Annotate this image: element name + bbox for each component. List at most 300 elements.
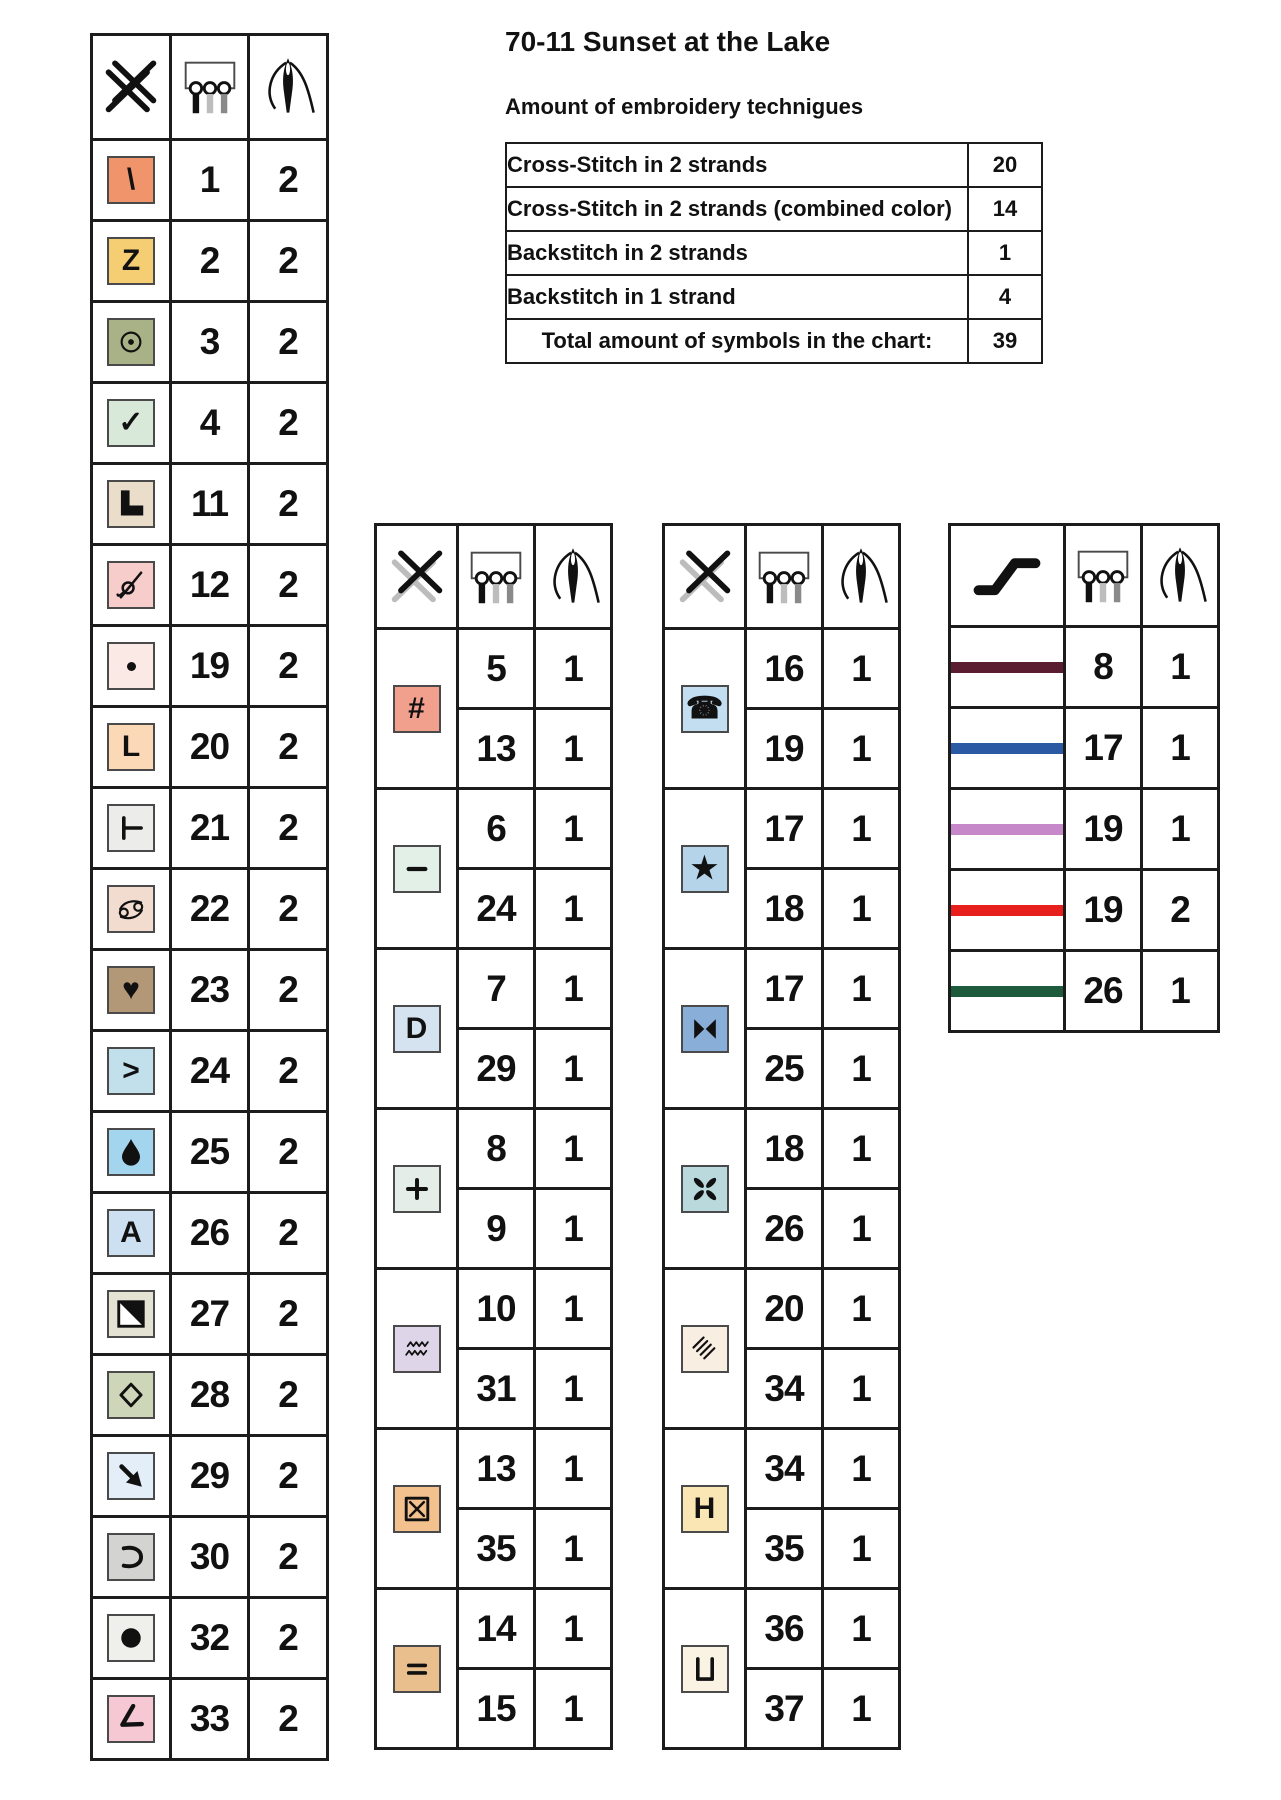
hash-symbol bbox=[393, 685, 441, 733]
symbol-cell bbox=[664, 1109, 746, 1269]
symbol-cell bbox=[92, 869, 171, 950]
thread-number-cell: 8 bbox=[458, 1109, 535, 1189]
table-row bbox=[92, 950, 328, 1031]
equals-glyph bbox=[399, 1651, 435, 1687]
plus-symbol bbox=[393, 1165, 441, 1213]
thread-number-cell: 25 bbox=[171, 1112, 249, 1193]
strands-cell: 2 bbox=[249, 950, 328, 1031]
thread-number-cell: 30 bbox=[171, 1517, 249, 1598]
strands-cell: 2 bbox=[249, 1112, 328, 1193]
strands-cell: 2 bbox=[249, 302, 328, 383]
strands-cell: 1 bbox=[535, 1109, 612, 1189]
heart-symbol bbox=[107, 966, 155, 1014]
strands-cell: 1 bbox=[535, 1669, 612, 1749]
thread-number-cell: 17 bbox=[746, 789, 823, 869]
strands-cell: 1 bbox=[823, 949, 900, 1029]
strands-cell: 1 bbox=[535, 869, 612, 949]
header-row bbox=[950, 525, 1219, 627]
table-row bbox=[92, 1193, 328, 1274]
thread-number-cell: 21 bbox=[171, 788, 249, 869]
summary-value: 14 bbox=[968, 187, 1042, 231]
half-square-symbol bbox=[107, 1290, 155, 1338]
strands-cell: 1 bbox=[823, 1029, 900, 1109]
symbol-cell bbox=[92, 1112, 171, 1193]
combined-color-table-2 bbox=[662, 523, 901, 1750]
strands-cell: 1 bbox=[1142, 708, 1219, 789]
strands-cell: 2 bbox=[249, 1679, 328, 1760]
thread-number-cell: 12 bbox=[171, 545, 249, 626]
symbol-cell bbox=[950, 870, 1065, 951]
backstitch-line-green bbox=[951, 986, 1063, 997]
strands-cell: 1 bbox=[535, 1269, 612, 1349]
table-row bbox=[664, 789, 900, 869]
symbol-cell bbox=[92, 788, 171, 869]
symbol-cell bbox=[664, 789, 746, 949]
strands-cell: 2 bbox=[249, 869, 328, 950]
star-symbol bbox=[681, 845, 729, 893]
table-row bbox=[664, 1269, 900, 1349]
thread-number-cell: 35 bbox=[746, 1509, 823, 1589]
symbol-cell bbox=[950, 789, 1065, 870]
tack-right-glyph bbox=[113, 810, 149, 846]
cancer-sign-symbol bbox=[107, 885, 155, 933]
symbol-cell bbox=[376, 789, 458, 949]
strands-cell: 1 bbox=[823, 1669, 900, 1749]
circled-dot-symbol bbox=[107, 318, 155, 366]
thread-number-cell: 22 bbox=[171, 869, 249, 950]
thread-number-cell: 9 bbox=[458, 1189, 535, 1269]
greater-than-symbol bbox=[107, 1047, 155, 1095]
table-row bbox=[950, 870, 1219, 951]
table-row bbox=[92, 302, 328, 383]
strands-cell: 2 bbox=[249, 464, 328, 545]
thread-number-cell: 10 bbox=[458, 1269, 535, 1349]
strands-cell: 1 bbox=[535, 1189, 612, 1269]
symbol-cell bbox=[664, 1589, 746, 1749]
header-cell bbox=[458, 525, 535, 629]
summary-label: Cross-Stitch in 2 strands bbox=[506, 143, 968, 187]
strands-cell: 2 bbox=[249, 383, 328, 464]
summary-row bbox=[506, 275, 1042, 319]
table-row bbox=[92, 1436, 328, 1517]
thread-number-cell: 3 bbox=[171, 302, 249, 383]
pinwheel-symbol bbox=[681, 1165, 729, 1213]
header-cell bbox=[746, 525, 823, 629]
double-zigzag-symbol bbox=[393, 1325, 441, 1373]
symbol-cell bbox=[92, 1193, 171, 1274]
header-row bbox=[92, 35, 328, 140]
thread-number-cell: 29 bbox=[171, 1436, 249, 1517]
header-cell bbox=[249, 35, 328, 140]
table-row bbox=[664, 949, 900, 1029]
thread-number-cell: 11 bbox=[171, 464, 249, 545]
table-row bbox=[376, 1109, 612, 1189]
strands-cell: 2 bbox=[249, 545, 328, 626]
symbol-cell bbox=[92, 707, 171, 788]
needle-icon bbox=[1148, 544, 1212, 608]
symbol-glyph: \ bbox=[126, 163, 136, 196]
thread-number-cell: 16 bbox=[746, 629, 823, 709]
strands-cell: 1 bbox=[1142, 627, 1219, 708]
symbol-cell bbox=[376, 1589, 458, 1749]
thread-number-cell: 17 bbox=[1065, 708, 1142, 789]
table-row bbox=[950, 789, 1219, 870]
table-row bbox=[92, 1274, 328, 1355]
half-square-glyph bbox=[113, 1296, 149, 1332]
table-row bbox=[92, 626, 328, 707]
thread-number-cell: 36 bbox=[746, 1589, 823, 1669]
superset-glyph bbox=[113, 1539, 149, 1575]
thread-number-cell: 31 bbox=[458, 1349, 535, 1429]
thread-number-cell: 24 bbox=[458, 869, 535, 949]
waves-glyph bbox=[399, 1331, 435, 1367]
page-title: 70-11 Sunset at the Lake bbox=[505, 26, 831, 57]
table-row bbox=[92, 788, 328, 869]
table-row bbox=[92, 707, 328, 788]
strands-cell: 2 bbox=[249, 1517, 328, 1598]
equals-symbol bbox=[393, 1645, 441, 1693]
header-cell bbox=[376, 525, 458, 629]
droplet-glyph bbox=[113, 1134, 149, 1170]
summary-label: Cross-Stitch in 2 strands (combined color) bbox=[506, 187, 968, 231]
letter-d-symbol bbox=[393, 1005, 441, 1053]
header-cell bbox=[535, 525, 612, 629]
strands-cell: 1 bbox=[535, 1589, 612, 1669]
right-tack-symbol bbox=[107, 804, 155, 852]
strands-cell: 2 bbox=[1142, 870, 1219, 951]
strands-cell: 1 bbox=[823, 1429, 900, 1509]
strands-cell: 1 bbox=[823, 709, 900, 789]
dot-glyph bbox=[127, 662, 136, 671]
bowtie-glyph bbox=[687, 1011, 723, 1047]
letter-a-symbol bbox=[107, 1209, 155, 1257]
strands-cell: 2 bbox=[249, 626, 328, 707]
loop-slash-glyph bbox=[113, 567, 149, 603]
full-cross-stitch-table bbox=[90, 33, 329, 1761]
header-cell bbox=[664, 525, 746, 629]
symbol-cell bbox=[92, 1598, 171, 1679]
thread-number-cell: 19 bbox=[746, 709, 823, 789]
filled-circle-glyph bbox=[113, 1620, 149, 1656]
strands-cell: 2 bbox=[249, 1598, 328, 1679]
strands-cell: 2 bbox=[249, 707, 328, 788]
symbol-glyph: ✓ bbox=[118, 406, 144, 439]
symbol-cell bbox=[664, 629, 746, 789]
table-row bbox=[92, 1517, 328, 1598]
thread-number-cell: 17 bbox=[746, 949, 823, 1029]
symbol-glyph: D bbox=[405, 1011, 428, 1045]
table-row bbox=[92, 221, 328, 302]
strands-cell: 1 bbox=[535, 629, 612, 709]
table-row bbox=[376, 949, 612, 1029]
thread-number-cell: 33 bbox=[171, 1679, 249, 1760]
symbol-cell bbox=[92, 1679, 171, 1760]
table-row bbox=[376, 1429, 612, 1509]
strands-cell: 1 bbox=[823, 1189, 900, 1269]
symbol-cell bbox=[92, 1355, 171, 1436]
thread-number-cell: 14 bbox=[458, 1589, 535, 1669]
strands-cell: 1 bbox=[823, 1109, 900, 1189]
strands-cell: 1 bbox=[823, 1349, 900, 1429]
cancer-glyph bbox=[113, 891, 149, 927]
bowtie-symbol bbox=[681, 1005, 729, 1053]
thread-number-cell: 35 bbox=[458, 1509, 535, 1589]
header-cell bbox=[823, 525, 900, 629]
symbol-cell bbox=[376, 629, 458, 789]
summary-value: 20 bbox=[968, 143, 1042, 187]
strands-cell: 1 bbox=[823, 629, 900, 709]
thread-color-icon bbox=[464, 545, 528, 609]
strands-cell: 1 bbox=[535, 1349, 612, 1429]
summary-label: Backstitch in 1 strand bbox=[506, 275, 968, 319]
thread-color-icon bbox=[178, 55, 242, 119]
table-row bbox=[92, 1679, 328, 1760]
strands-cell: 1 bbox=[823, 1509, 900, 1589]
summary-row bbox=[506, 231, 1042, 275]
plus-glyph bbox=[399, 1171, 435, 1207]
table-row bbox=[92, 545, 328, 626]
chevron-down-left-symbol bbox=[107, 1695, 155, 1743]
symbol-cell bbox=[376, 949, 458, 1109]
symbol-glyph: Z bbox=[121, 244, 141, 277]
symbol-glyph: # bbox=[408, 691, 425, 725]
thread-number-cell: 13 bbox=[458, 1429, 535, 1509]
symbol-cell bbox=[950, 627, 1065, 708]
backstitch-table bbox=[948, 523, 1220, 1033]
thread-number-cell: 34 bbox=[746, 1429, 823, 1509]
backstitch-icon bbox=[971, 549, 1043, 603]
symbol-glyph: ♥ bbox=[122, 973, 140, 1006]
table-row bbox=[950, 951, 1219, 1032]
symbol-cell bbox=[92, 545, 171, 626]
symbol-glyph: L bbox=[121, 730, 141, 763]
needle-icon bbox=[829, 545, 893, 609]
summary-row bbox=[506, 187, 1042, 231]
strands-cell: 1 bbox=[535, 1509, 612, 1589]
backstitch-table-grid bbox=[948, 523, 1220, 1033]
symbol-cell bbox=[92, 1274, 171, 1355]
summary-title: Amount of embroidery technigues bbox=[505, 94, 864, 119]
summary-label: Total amount of symbols in the chart: bbox=[506, 319, 968, 363]
table-row bbox=[92, 140, 328, 221]
strands-cell: 2 bbox=[249, 1031, 328, 1112]
thread-number-cell: 23 bbox=[171, 950, 249, 1031]
thread-number-cell: 29 bbox=[458, 1029, 535, 1109]
corner-block-glyph bbox=[113, 486, 149, 522]
strands-cell: 1 bbox=[823, 1269, 900, 1349]
strands-cell: 2 bbox=[249, 221, 328, 302]
filled-circle-symbol bbox=[107, 1614, 155, 1662]
thread-number-cell: 28 bbox=[171, 1355, 249, 1436]
cross-stitch-combined-icon bbox=[385, 545, 449, 609]
summary-label: Backstitch in 2 strands bbox=[506, 231, 968, 275]
header-cell bbox=[92, 35, 171, 140]
arrow-south-east-symbol bbox=[107, 1452, 155, 1500]
symbol-cell bbox=[664, 1429, 746, 1589]
symbol-glyph: A bbox=[120, 1216, 142, 1249]
table-row bbox=[664, 629, 900, 709]
needle-icon bbox=[256, 55, 320, 119]
thread-number-cell: 2 bbox=[171, 221, 249, 302]
boxed-x-symbol bbox=[393, 1485, 441, 1533]
summary-value: 1 bbox=[968, 231, 1042, 275]
superset-symbol bbox=[107, 1533, 155, 1581]
thread-number-cell: 19 bbox=[171, 626, 249, 707]
table-row bbox=[950, 708, 1219, 789]
thread-number-cell: 27 bbox=[171, 1274, 249, 1355]
symbol-cell bbox=[92, 1517, 171, 1598]
cross-stitch-combined-icon bbox=[673, 545, 737, 609]
symbol-cell bbox=[950, 951, 1065, 1032]
symbol-cell bbox=[92, 302, 171, 383]
strands-cell: 2 bbox=[249, 140, 328, 221]
symbol-cell bbox=[92, 1436, 171, 1517]
header-row bbox=[664, 525, 900, 629]
square-cup-symbol bbox=[681, 1645, 729, 1693]
full-table-grid bbox=[90, 33, 329, 1761]
symbol-cell bbox=[92, 950, 171, 1031]
thread-color-icon bbox=[1071, 544, 1135, 608]
symbol-glyph: ☎ bbox=[685, 691, 724, 725]
backslash-symbol bbox=[107, 156, 155, 204]
hbar-glyph bbox=[399, 851, 435, 887]
loop-slash-symbol bbox=[107, 561, 155, 609]
droplet-symbol bbox=[107, 1128, 155, 1176]
header-cell bbox=[950, 525, 1065, 627]
strands-cell: 1 bbox=[535, 1029, 612, 1109]
strands-cell: 2 bbox=[249, 1436, 328, 1517]
combined-table-grid bbox=[662, 523, 901, 1750]
table-row bbox=[664, 1109, 900, 1189]
strands-cell: 1 bbox=[535, 1429, 612, 1509]
header-cell bbox=[1142, 525, 1219, 627]
thread-number-cell: 13 bbox=[458, 709, 535, 789]
header-cell bbox=[171, 35, 249, 140]
summary-table-grid bbox=[505, 142, 1043, 364]
thread-number-cell: 20 bbox=[746, 1269, 823, 1349]
symbol-cell bbox=[664, 1269, 746, 1429]
thread-number-cell: 5 bbox=[458, 629, 535, 709]
table-row bbox=[376, 1589, 612, 1669]
cross-stitch-icon bbox=[99, 55, 163, 119]
thread-number-cell: 19 bbox=[1065, 789, 1142, 870]
symbol-cell bbox=[664, 949, 746, 1109]
combined-color-table-1 bbox=[374, 523, 613, 1750]
summary-row bbox=[506, 319, 1042, 363]
diagonal-hatch-symbol bbox=[681, 1325, 729, 1373]
chevron-dl-glyph bbox=[113, 1701, 149, 1737]
telephone-symbol bbox=[681, 685, 729, 733]
strands-cell: 1 bbox=[535, 949, 612, 1029]
strands-cell: 2 bbox=[249, 1355, 328, 1436]
backstitch-line-blue bbox=[951, 743, 1063, 754]
symbol-cell bbox=[92, 140, 171, 221]
table-row bbox=[376, 789, 612, 869]
symbol-cell bbox=[92, 1031, 171, 1112]
summary-table bbox=[505, 142, 1043, 364]
table-row bbox=[92, 869, 328, 950]
table-row bbox=[92, 1355, 328, 1436]
thread-color-icon bbox=[752, 545, 816, 609]
backstitch-line-red bbox=[951, 905, 1063, 916]
summary-value: 39 bbox=[968, 319, 1042, 363]
strands-cell: 1 bbox=[1142, 951, 1219, 1032]
backstitch-line-dark-maroon bbox=[951, 662, 1063, 673]
corner-block-symbol bbox=[107, 480, 155, 528]
thread-number-cell: 26 bbox=[171, 1193, 249, 1274]
header-row bbox=[376, 525, 612, 629]
thread-number-cell: 26 bbox=[746, 1189, 823, 1269]
symbol-cell bbox=[376, 1269, 458, 1429]
thread-number-cell: 37 bbox=[746, 1669, 823, 1749]
symbol-cell bbox=[92, 626, 171, 707]
symbol-cell bbox=[92, 383, 171, 464]
thread-number-cell: 1 bbox=[171, 140, 249, 221]
table-row bbox=[664, 1429, 900, 1509]
symbol-cell bbox=[376, 1109, 458, 1269]
needle-icon bbox=[541, 545, 605, 609]
thread-number-cell: 18 bbox=[746, 869, 823, 949]
symbol-glyph: ★ bbox=[691, 851, 718, 885]
thread-number-cell: 18 bbox=[746, 1109, 823, 1189]
table-row bbox=[92, 1031, 328, 1112]
symbol-cell bbox=[376, 1429, 458, 1589]
symbol-cell bbox=[92, 221, 171, 302]
thread-number-cell: 15 bbox=[458, 1669, 535, 1749]
summary-value: 4 bbox=[968, 275, 1042, 319]
boxed-x-glyph bbox=[399, 1491, 435, 1527]
thread-number-cell: 26 bbox=[1065, 951, 1142, 1032]
table-row bbox=[92, 383, 328, 464]
strands-cell: 1 bbox=[823, 1589, 900, 1669]
square-cup-glyph bbox=[687, 1651, 723, 1687]
thread-number-cell: 4 bbox=[171, 383, 249, 464]
symbol-glyph: H bbox=[693, 1491, 716, 1525]
strands-cell: 1 bbox=[823, 869, 900, 949]
thread-number-cell: 20 bbox=[171, 707, 249, 788]
strands-cell: 2 bbox=[249, 1193, 328, 1274]
letter-l-symbol bbox=[107, 723, 155, 771]
pinwheel-glyph bbox=[687, 1171, 723, 1207]
table-row bbox=[92, 1112, 328, 1193]
table-row bbox=[376, 1269, 612, 1349]
letter-z-symbol bbox=[107, 237, 155, 285]
circle-dot-glyph bbox=[113, 324, 149, 360]
check-mark-symbol bbox=[107, 399, 155, 447]
table-row bbox=[376, 629, 612, 709]
thread-number-cell: 34 bbox=[746, 1349, 823, 1429]
small-dot-symbol bbox=[107, 642, 155, 690]
strands-cell: 1 bbox=[1142, 789, 1219, 870]
thread-number-cell: 19 bbox=[1065, 870, 1142, 951]
strands-cell: 2 bbox=[249, 1274, 328, 1355]
arrow-se-glyph bbox=[113, 1458, 149, 1494]
summary-row bbox=[506, 143, 1042, 187]
symbol-cell bbox=[950, 708, 1065, 789]
table-row bbox=[92, 464, 328, 545]
thread-number-cell: 8 bbox=[1065, 627, 1142, 708]
hatch-glyph bbox=[687, 1331, 723, 1367]
table-row bbox=[664, 1589, 900, 1669]
strands-cell: 2 bbox=[249, 788, 328, 869]
header-cell bbox=[1065, 525, 1142, 627]
symbol-glyph: > bbox=[122, 1054, 140, 1087]
table-row bbox=[92, 1598, 328, 1679]
strands-cell: 1 bbox=[823, 789, 900, 869]
thread-number-cell: 7 bbox=[458, 949, 535, 1029]
diamond-outline-symbol bbox=[107, 1371, 155, 1419]
thread-number-cell: 32 bbox=[171, 1598, 249, 1679]
